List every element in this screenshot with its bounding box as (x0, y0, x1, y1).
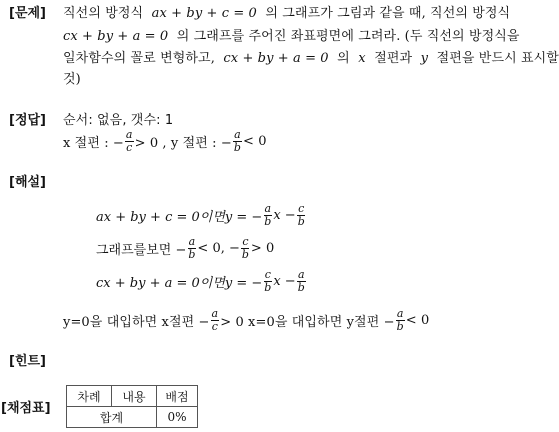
table-header-cell: 배점 (157, 386, 198, 407)
answer-label: [정답] (9, 113, 46, 128)
explanation-row-1 (96, 198, 307, 232)
answer-x-suffix: > 0 , y 절편 : − (134, 135, 232, 151)
math-text: cx + by + a = 0이면y = − (96, 275, 263, 291)
math-text: x − (273, 273, 296, 289)
problem-line-2 (63, 25, 520, 44)
problem-variable: x (358, 51, 366, 66)
denominator: c (211, 319, 219, 333)
answer-y-suffix: < 0 (242, 133, 267, 149)
answer-x-fraction (125, 129, 134, 154)
math-text: y=0을 대입하면 x절편 − (63, 314, 210, 330)
problem-equation: ax + by + c = 0 (151, 6, 257, 21)
problem-line-1 (63, 2, 510, 21)
denominator: b (233, 140, 241, 154)
problem-equation: cx + by + a = 0 (63, 29, 169, 44)
denominator: b (264, 280, 272, 294)
numerator: a (125, 127, 133, 141)
denominator: b (264, 214, 272, 228)
explanation-row-2 (96, 231, 274, 265)
math-text: ax + by + c = 0이면y = − (96, 209, 263, 225)
numerator: a (264, 201, 272, 215)
problem-text: 절편을 반드시 표시할 (436, 51, 559, 66)
numerator: a (297, 267, 305, 281)
problem-text: 절편과 (374, 51, 413, 66)
problem-line-4: 것) (63, 72, 81, 87)
math-text: > 0 x=0을 대입하면 y절편 − (220, 314, 395, 330)
table-header-cell: 차례 (67, 386, 112, 407)
denominator: b (297, 214, 305, 228)
numerator: a (211, 306, 219, 320)
table-header-cell: 내용 (112, 386, 157, 407)
score-table-wrap (66, 385, 198, 428)
problem-text: 의 그래프를 주어진 좌표평면에 그려라. (두 직선의 방정식을 (176, 29, 520, 44)
table-row (67, 407, 198, 428)
score-label: [채점표] (1, 401, 51, 416)
explanation-row-3 (96, 264, 307, 298)
total-label-cell: 합계 (67, 407, 157, 428)
denominator: b (297, 280, 305, 294)
fraction (396, 308, 405, 333)
denominator: c (126, 140, 133, 154)
fraction (263, 269, 272, 294)
numerator: a (396, 306, 404, 320)
fraction (297, 203, 306, 228)
answer-x-prefix: x 절편 : − (63, 135, 124, 151)
problem-text: 직선의 방정식 (63, 6, 144, 21)
fraction (187, 236, 196, 261)
problem-text: 의 그래프가 그림과 같을 때, 직선의 방정식 (265, 6, 511, 21)
math-text: 그래프를보면 − (96, 242, 187, 258)
problem-text: 의 (337, 51, 350, 66)
table-header-row (67, 386, 198, 407)
problem-line-3 (63, 47, 559, 66)
numerator: c (242, 234, 249, 248)
math-text: > 0 (250, 240, 275, 256)
numerator: a (188, 234, 196, 248)
denominator: b (188, 247, 196, 261)
hint-label: [힌트] (9, 354, 46, 369)
fraction (241, 236, 250, 261)
denominator: b (241, 247, 249, 261)
problem-label: [문제] (9, 6, 46, 21)
score-table (66, 385, 198, 428)
answer-line-2 (63, 124, 267, 158)
numerator: c (264, 267, 271, 281)
numerator: c (298, 201, 305, 215)
fraction (297, 269, 306, 294)
fraction (211, 308, 220, 333)
answer-line-1: 순서: 없음, 갯수: 1 (63, 113, 174, 128)
answer-y-fraction (233, 129, 242, 154)
numerator: a (234, 127, 241, 141)
problem-variable: y (420, 51, 429, 66)
problem-equation: cx + by + a = 0 (223, 51, 329, 66)
explanation-label: [해설] (9, 175, 46, 190)
total-value-cell: 0% (157, 407, 198, 428)
math-text: < 0, − (197, 240, 240, 256)
denominator: b (396, 319, 404, 333)
fraction (263, 203, 272, 228)
math-text: < 0 (405, 312, 430, 328)
explanation-conclusion (63, 303, 429, 337)
problem-text: 일차함수의 꼴로 변형하고, (63, 51, 215, 66)
math-text: x − (273, 207, 296, 223)
